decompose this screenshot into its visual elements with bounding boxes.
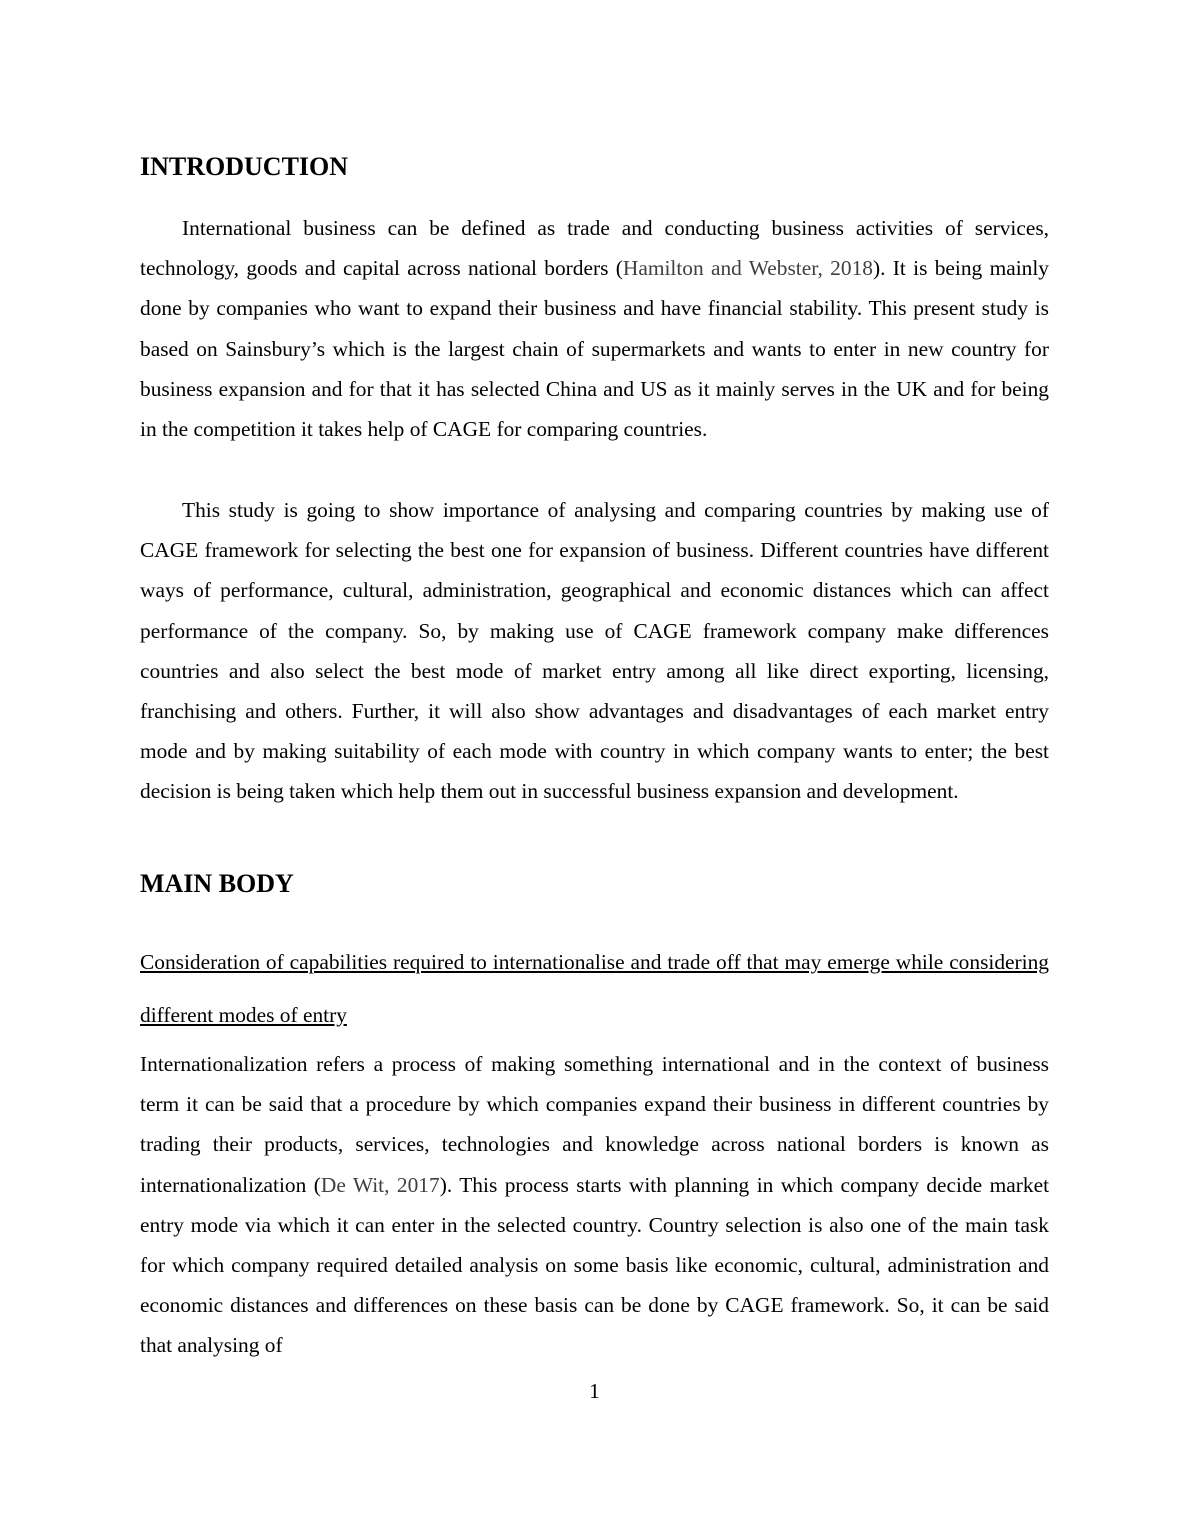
citation: De Wit, 2017 <box>320 1172 440 1197</box>
citation: Hamilton and Webster, 2018 <box>622 256 873 281</box>
main-body-paragraph-1 <box>140 1044 1049 1366</box>
paragraph-text: ). This process starts with planning in which company decide market entry mode via which it can enter in the selected country. Country selection is also one of the main task for which company required detailed analysis on some basis like economic, cultural, administration and economic distances and differences on these basis can be done by CAGE framework. So, it can be said that analysing of <box>140 1172 1050 1358</box>
paragraph-text: Internationalization refers a process of making something international and in the context of business term it can be said that a procedure by which companies expand their business in different countries by trading their products, services, technologies and knowledge across national borders is known as internationalization ( <box>140 1052 1049 1197</box>
page-number: 1 <box>589 1379 600 1403</box>
paragraph-text: International business can be defined as trade and conducting business activities of services, technology, goods and capital across national borders ( <box>140 216 1049 281</box>
introduction-paragraph-1 <box>140 208 1049 449</box>
main-body-heading: MAIN BODY <box>140 869 294 898</box>
introduction-heading: INTRODUCTION <box>140 152 349 181</box>
section-subheading: Consideration of capabilities required to internationalise and trade off that may emerge while considering different modes of entry <box>140 950 1049 1027</box>
introduction-paragraph-2: This study is going to show importance of analysing and comparing countries by making use of CAGE framework for selecting the best one for expansion of business. Different countries have different ways of performance, cultural, administration, geographical and economic distances which can affect performance of the company. So, by making use of CAGE framework company make differences countries and also select the best mode of market entry among all like direct exporting, licensing, franchising and others. Further, it will also show advantages and disadvantages of each market entry mode and by making suitability of each mode with country in which company wants to enter; the best decision is being taken which help them out in successful business expansion and development. <box>140 498 1049 804</box>
paragraph-text: ). It is being mainly done by companies who want to expand their business and have financial stability. This present study is based on Sainsbury’s which is the largest chain of supermarkets and wants to enter in new country for business expansion and for that it has selected China and US as it mainly serves in the UK and for being in the competition it takes help of CAGE for comparing countries. <box>140 256 1049 442</box>
